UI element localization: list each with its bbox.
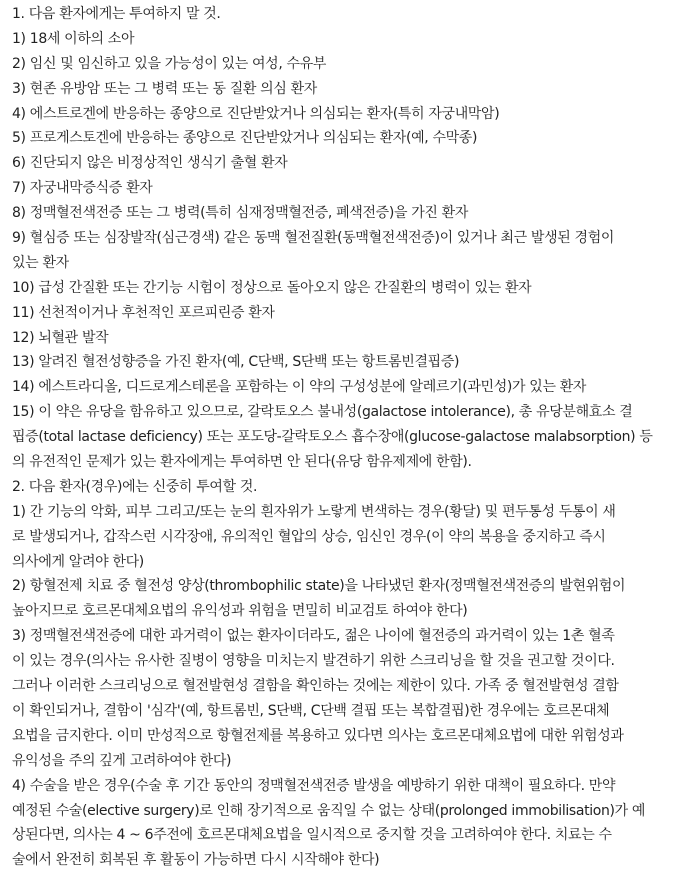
text-line: 유익성을 주의 깊게 고려하여야 한다) (12, 752, 232, 769)
text-line: 4) 에스트로겐에 반응하는 종양으로 진단받았거나 의심되는 환자(특히 자궁내막암) (12, 105, 500, 122)
text-line: 핍증(total lactase deficiency) 또는 포도당-갈락토오스 흡수장애(glucose-galactose malabsorption) 등 (12, 429, 653, 446)
text-line: 있는 환자 (12, 254, 69, 271)
text-line: 11) 선천적이거나 후천적인 포르피린증 환자 (12, 304, 275, 321)
text-line: 2) 임신 및 임신하고 있을 가능성이 있는 여성, 수유부 (12, 55, 327, 72)
text-line: 로 발생되거나, 갑작스런 시각장애, 유의적인 혈압의 상승, 임신인 경우(이 약의 복용을 중지하고 즉시 (12, 528, 606, 545)
text-line: 13) 알려진 혈전성향증을 가진 환자(예, C단백, S단백 또는 항트롬빈결핍증) (12, 354, 460, 371)
text-line: 4) 수술을 받은 경우(수술 후 기간 동안의 정맥혈전색전증 발생을 예방하기 위한 대책이 필요하다. 만약 (12, 777, 616, 794)
text-line: 1) 18세 이하의 소아 (12, 30, 135, 47)
text-line: 5) 프로게스토겐에 반응하는 종양으로 진단받았거나 의심되는 환자(예, 수막종) (12, 130, 478, 147)
text-line: 2) 항혈전제 치료 중 혈전성 양상(thrombophilic state)을 나타냈던 환자(정맥혈전색전증의 발현위험이 (12, 578, 626, 595)
text-line: 1) 간 기능의 악화, 피부 그리고/또는 눈의 흰자위가 노랗게 변색하는 경우(황달) 및 편두통성 두통이 새 (12, 503, 616, 520)
text-line: 8) 정맥혈전색전증 또는 그 병력(특히 심재정맥혈전증, 폐색전증)을 가진 환자 (12, 205, 469, 222)
text-line: 예정된 수술(elective surgery)로 인해 장기적으로 움직일 수 없는 상태(prolonged immobilisation)가 예 (12, 802, 646, 819)
text-line: 이 있는 경우(의사는 유사한 질병이 영향을 미치는지 발견하기 위한 스크리닝을 할 것을 권고할 것이다. (12, 653, 615, 670)
text-line: 1. 다음 환자에게는 투여하지 말 것. (12, 6, 221, 22)
text-line: 3) 정맥혈전색전증에 대한 과거력이 없는 환자이더라도, 젊은 나이에 혈전증의 과거력이 있는 1촌 혈족 (12, 628, 615, 645)
text-line: 2. 다음 환자(경우)에는 신중히 투여할 것. (12, 478, 258, 495)
text-line: 요법을 금지한다. 이미 만성적으로 항혈전제를 복용하고 있다면 의사는 호르몬대체요법에 대한 위험성과 (12, 727, 624, 744)
text-line: 그러나 이러한 스크리닝으로 혈전발현성 결함을 확인하는 것에는 제한이 있다. 가족 중 혈전발현성 결함 (12, 678, 619, 695)
text-line: 의사에게 알려야 한다) (12, 553, 144, 570)
text-line: 3) 현존 유방암 또는 그 병력 또는 동 질환 의심 환자 (12, 80, 317, 97)
text-line: 12) 뇌혈관 발작 (12, 329, 109, 346)
text-line: 의 유전적인 문제가 있는 환자에게는 투여하면 안 된다(유당 함유제제에 한함). (12, 454, 472, 471)
text-line: 6) 진단되지 않은 비정상적인 생식기 출혈 환자 (12, 155, 288, 172)
text-line: 상된다면, 의사는 4 ~ 6주전에 호르몬대체요법을 일시적으로 중지할 것을 고려하여야 한다. 치료는 수 (12, 827, 612, 844)
text-line: 9) 혈심증 또는 심장발작(심근경색) 같은 동맥 혈전질환(동맥혈전색전증)이 있거나 최근 발생된 경험이 (12, 230, 615, 247)
text-line: 높아지므로 호르몬대체요법의 유익성과 위험을 면밀히 비교검토 하여야 한다) (12, 603, 468, 620)
text-line: 14) 에스트라디올, 디드로게스테론을 포함하는 이 약의 구성성분에 알레르기(과민성)가 있는 환자 (12, 379, 587, 396)
text-line: 15) 이 약은 유당을 함유하고 있으므로, 갈락토오스 불내성(galactose intolerance), 총 유당분해효소 결 (12, 404, 633, 421)
text-line: 7) 자궁내막증식증 환자 (12, 180, 153, 197)
text-line: 이 확인되거나, 결함이 '심각'(예, 항트롬빈, S단백, C단백 결핍 또는 복합결핍)한 경우에는 호르몬대체 (12, 702, 610, 719)
text-line: 10) 급성 간질환 또는 간기능 시험이 정상으로 돌아오지 않은 간질환의 병력이 있는 환자 (12, 279, 532, 296)
text-line: 술에서 완전히 회복된 후 활동이 가능하면 다시 시작해야 한다) (12, 852, 380, 869)
